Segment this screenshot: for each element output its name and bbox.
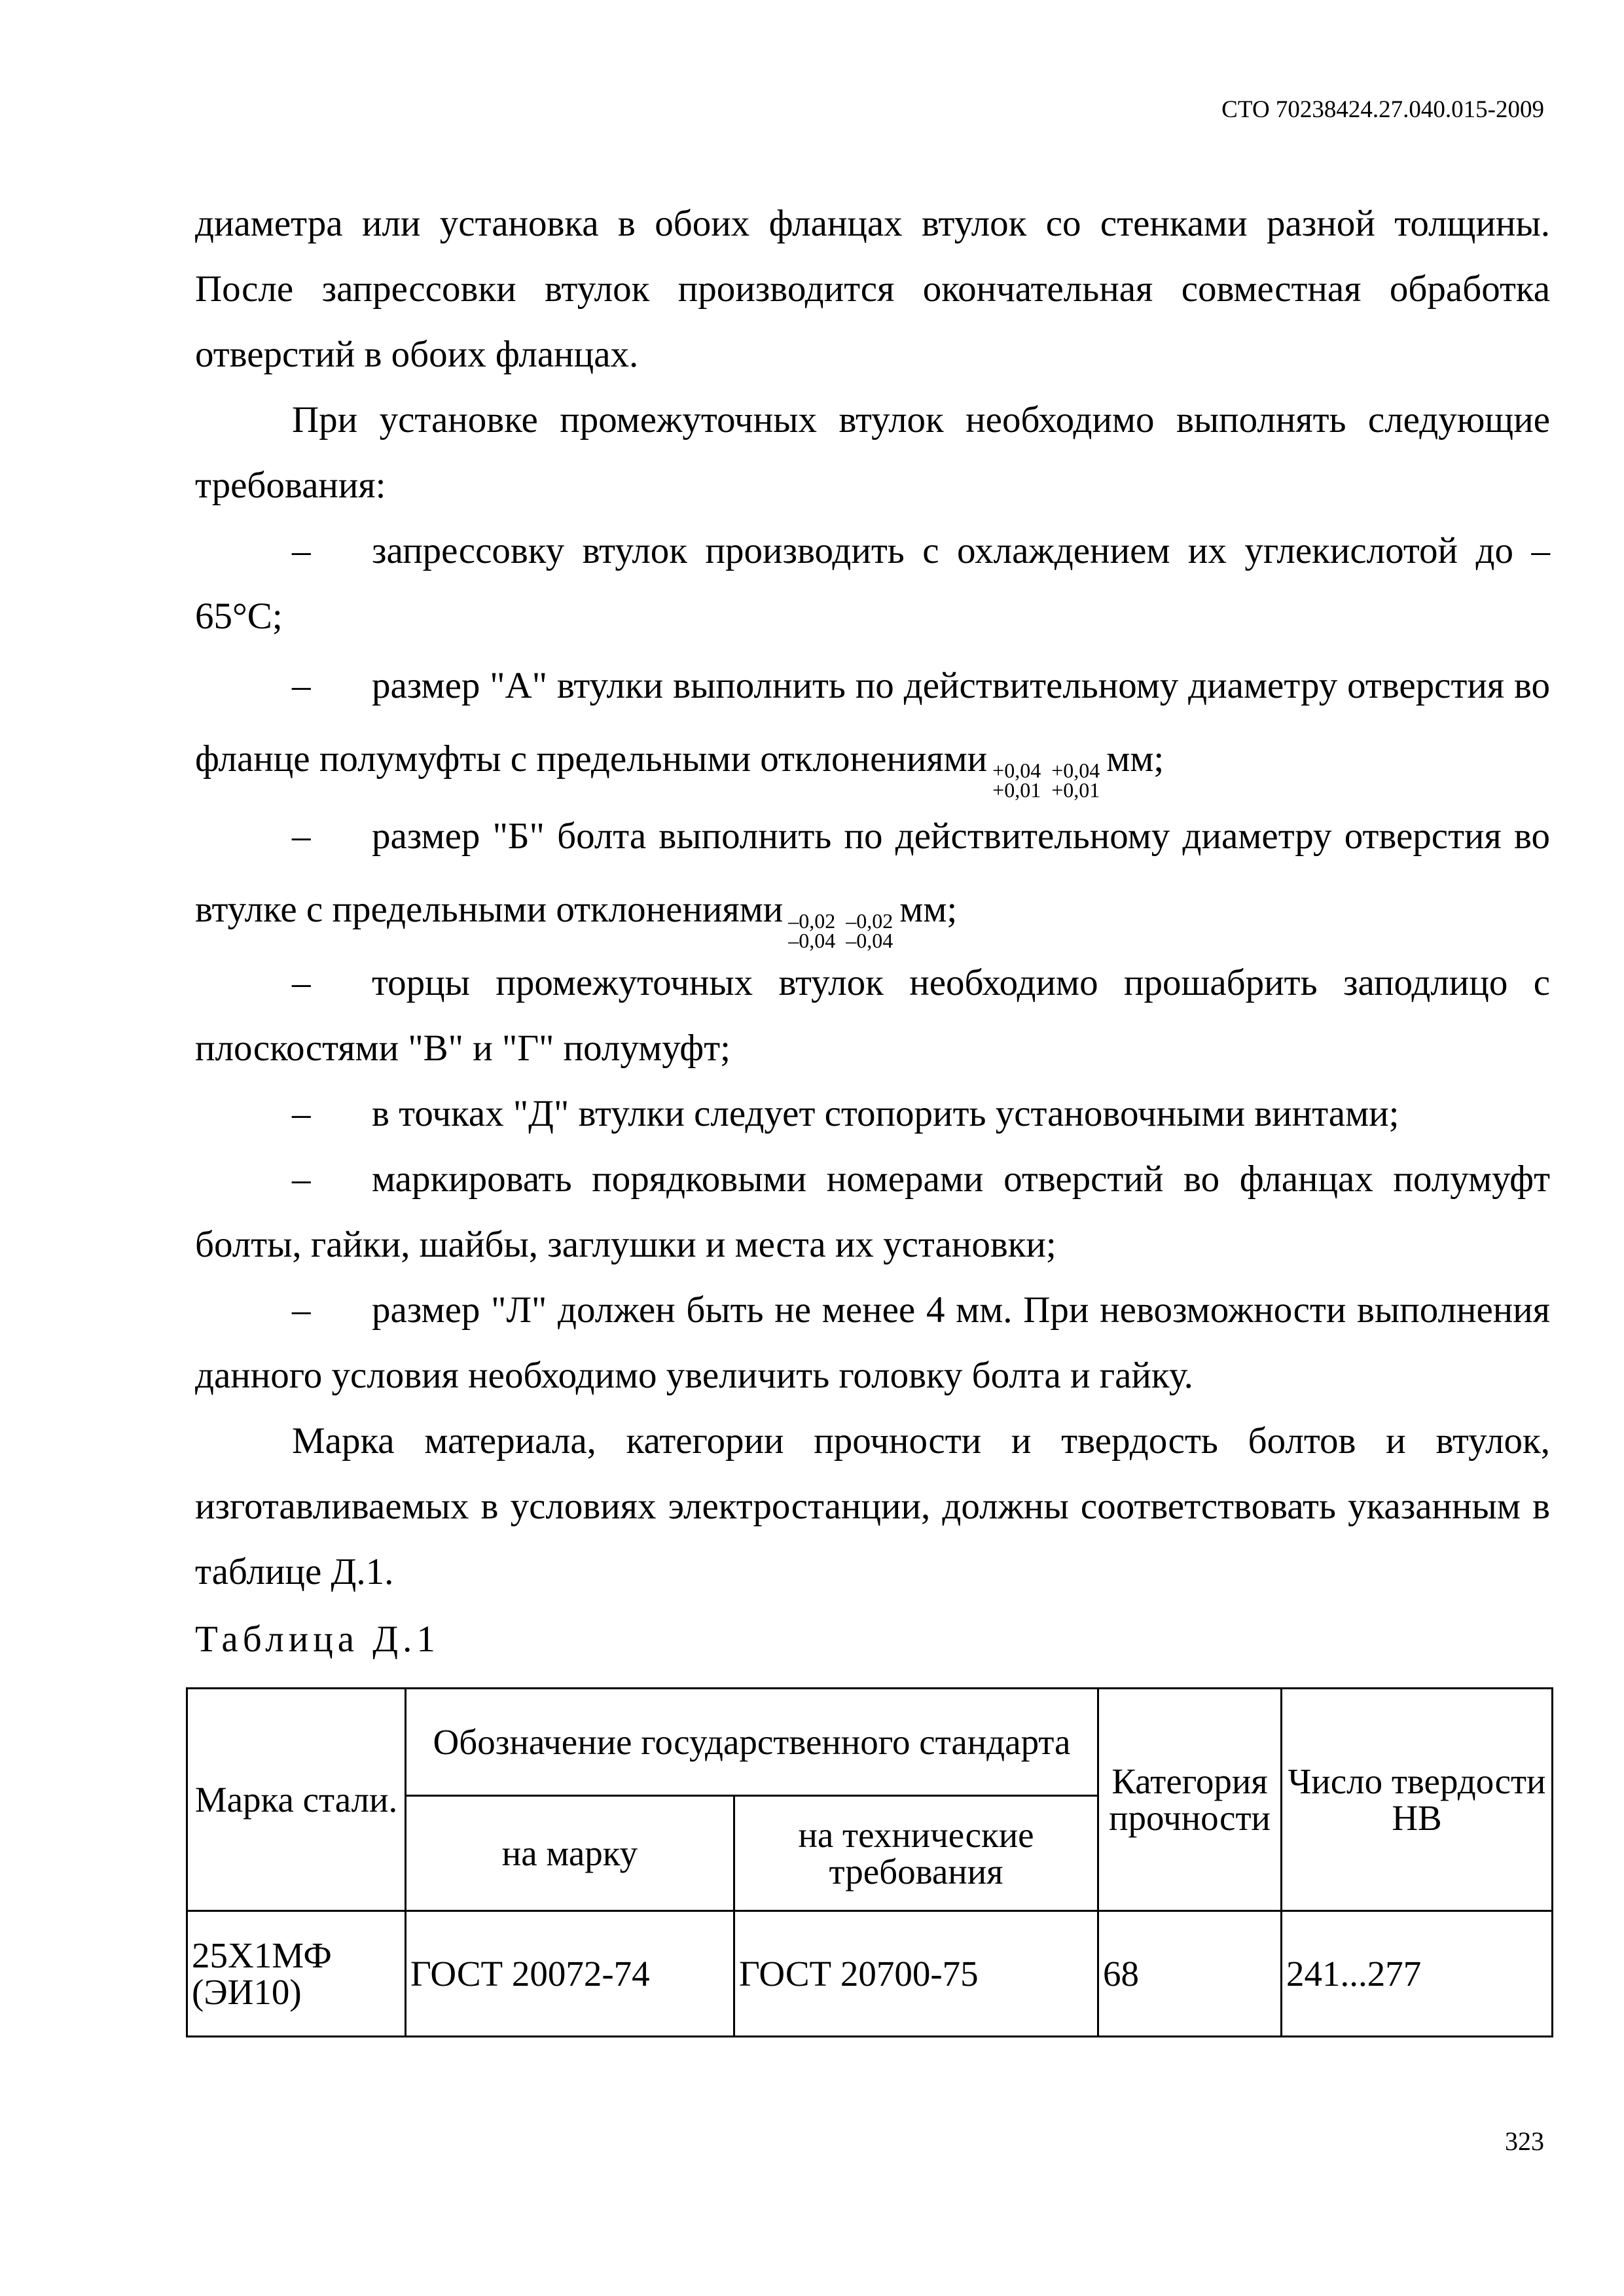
header-hardness-unit: НВ bbox=[1392, 1797, 1442, 1838]
list-item-pressing bbox=[195, 518, 1550, 649]
tolerance-lower: –0,04 –0,04 bbox=[788, 929, 893, 952]
cell-strength-category: 68 bbox=[1098, 1911, 1282, 2037]
list-dash: – bbox=[292, 665, 311, 706]
header-on-grade: на марку bbox=[406, 1796, 734, 1911]
list-dash: – bbox=[292, 530, 311, 571]
tolerance-upper: +0,04 +0,04 bbox=[992, 759, 1100, 782]
list-item-text: размер "Б" болта выполнить по действительному диаметру отверстия во втулке с предельными отклонениями bbox=[195, 816, 1550, 930]
list-item-text: в точках "Д" втулки следует стопорить установочными винтами; bbox=[372, 1093, 1399, 1134]
steel-grade-alias: (ЭИ10) bbox=[192, 1971, 302, 2012]
list-dash: – bbox=[292, 816, 311, 857]
tolerance-lower: +0,01 +0,01 bbox=[992, 778, 1100, 802]
list-dash: – bbox=[292, 1158, 311, 1200]
body-text bbox=[195, 191, 1550, 1605]
paragraph-requirements-intro: При установке промежуточных втулок необходимо выполнять следующие требования: bbox=[195, 399, 1550, 506]
table-caption: Таблица Д.1 bbox=[195, 1619, 440, 1660]
list-dash: – bbox=[292, 1289, 311, 1331]
header-hardness-label: Число твердости bbox=[1288, 1761, 1546, 1801]
paragraph-continuation: диаметра или установка в обоих фланцах втулок со стенками разной толщины. После запрессовки втулок производится окончательная совместная обработка отверстий в обоих фланцах. bbox=[195, 203, 1550, 375]
cell-gost-tech: ГОСТ 20700-75 bbox=[734, 1911, 1098, 2037]
list-item-locking bbox=[195, 1081, 1550, 1147]
table-header-row bbox=[187, 1689, 1553, 1796]
list-item-text: торцы промежуточных втулок необходимо прошабрить заподлицо с плоскостями "В" и "Г" полумуфт; bbox=[195, 962, 1550, 1069]
page-number: 323 bbox=[1505, 2126, 1544, 2156]
list-item-size-l bbox=[195, 1278, 1550, 1408]
unit-text: мм; bbox=[1106, 738, 1164, 780]
list-dash: – bbox=[292, 962, 311, 1003]
header-on-tech-requirements: на технические требования bbox=[734, 1796, 1098, 1911]
table-row bbox=[187, 1911, 1553, 2037]
list-item-text: размер "Л" должен быть не менее 4 мм. При невозможности выполнения данного условия необходимо увеличить головку болта и гайку. bbox=[195, 1289, 1550, 1396]
list-item-end-faces bbox=[195, 950, 1550, 1081]
header-hardness bbox=[1282, 1689, 1553, 1911]
document-code-header: СТО 70238424.27.040.015-2009 bbox=[1221, 96, 1544, 123]
list-dash: – bbox=[292, 1093, 311, 1134]
steel-grade-name: 25Х1МФ bbox=[192, 1935, 332, 1975]
steel-grade-table bbox=[186, 1687, 1553, 2037]
header-state-standard: Обозначение государственного стандарта bbox=[406, 1689, 1098, 1796]
tolerance-upper: –0,02 –0,02 bbox=[788, 909, 893, 933]
header-steel-grade: Марка стали. bbox=[187, 1689, 406, 1911]
cell-hardness: 241...277 bbox=[1282, 1911, 1553, 2037]
tolerance-b bbox=[788, 911, 893, 950]
header-strength-category: Категория прочности bbox=[1098, 1689, 1282, 1911]
list-item-text: запрессовку втулок производить с охлаждением их углекислотой до – 65°С; bbox=[195, 530, 1550, 637]
paragraph-material-grade: Марка материала, категории прочности и твердость болтов и втулок, изготавливаемых в условиях электростанции, должны соответствовать указанным в таблице Д.1. bbox=[195, 1420, 1550, 1592]
unit-text: мм; bbox=[899, 889, 958, 930]
list-item-marking bbox=[195, 1147, 1550, 1278]
cell-steel-grade bbox=[187, 1911, 406, 2037]
list-item-size-a bbox=[195, 649, 1550, 800]
list-item-text: размер "А" втулки выполнить по действительному диаметру отверстия во фланце полумуфты с предельными отклонениями bbox=[195, 665, 1550, 780]
cell-gost-grade: ГОСТ 20072-74 bbox=[406, 1911, 734, 2037]
tolerance-a bbox=[992, 761, 1100, 800]
list-item-size-b bbox=[195, 800, 1550, 950]
list-item-text: маркировать порядковыми номерами отверстий во фланцах полумуфт болты, гайки, шайбы, заглушки и места их установки; bbox=[195, 1158, 1550, 1265]
